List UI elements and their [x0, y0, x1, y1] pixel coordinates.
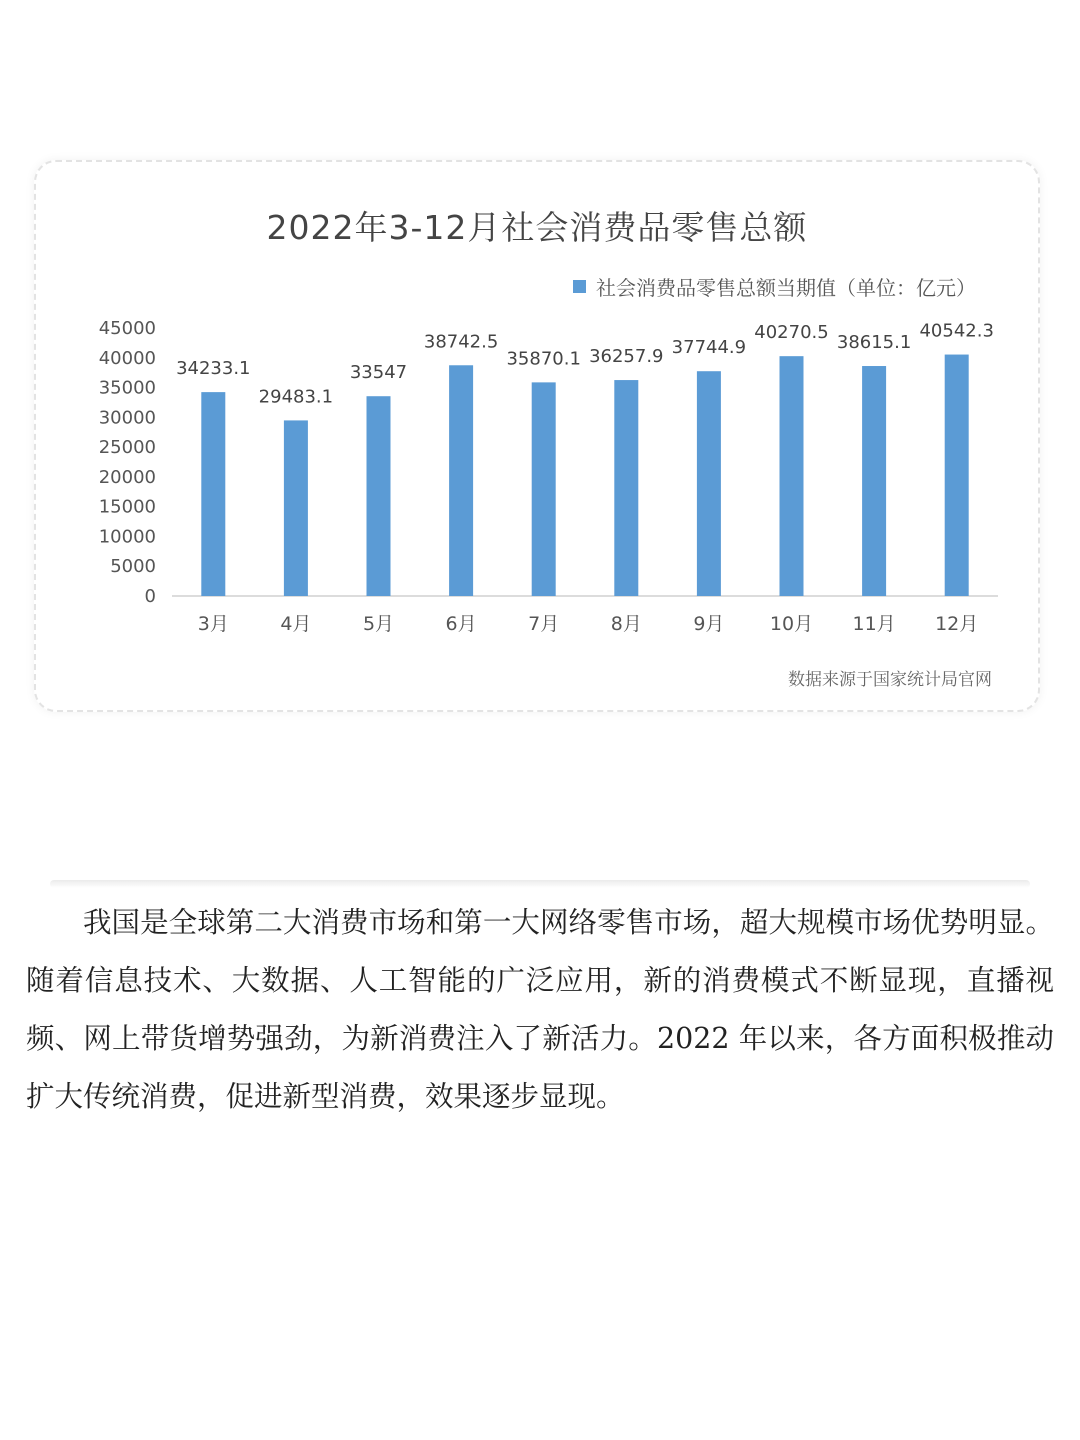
bar	[780, 356, 804, 596]
data-label: 37744.9	[671, 337, 747, 359]
y-tick-label: 45000	[98, 318, 156, 339]
x-tick-label: 5月	[362, 613, 395, 635]
bar	[614, 380, 638, 596]
data-label: 40270.5	[754, 322, 829, 344]
x-tick-label: 4月	[280, 613, 312, 635]
data-label: 35870.1	[506, 348, 581, 370]
x-tick-label: 8月	[610, 613, 642, 635]
data-label: 29483.1	[258, 386, 334, 408]
data-label: 33547	[349, 362, 408, 384]
bar	[945, 355, 969, 596]
data-label: 40542.3	[919, 320, 994, 342]
legend-label: 社会消费品零售总额当期值（单位：亿元）	[596, 276, 976, 300]
bar	[862, 366, 886, 596]
y-tick-label: 15000	[98, 496, 156, 518]
bar-chart-plot	[36, 162, 1042, 714]
bar	[367, 396, 391, 596]
chart-card	[34, 160, 1040, 712]
section-divider	[50, 880, 1030, 888]
data-label: 38615.1	[836, 332, 912, 354]
data-label: 36257.9	[589, 346, 664, 368]
article-paragraph: 我国是全球第二大消费市场和第一大网络零售市场，超大规模市场优势明显。随着信息技术、大数据、人工智能的广泛应用，新的消费模式不断显现，直播视频、网上带货增势强劲，为新消费注入了新活力。2022 年以来，各方面积极推动扩大传统消费，促进新型消费，效果逐步显现。	[26, 906, 1054, 1113]
bar	[284, 420, 308, 596]
y-tick-label: 30000	[98, 407, 156, 429]
y-tick-label: 35000	[98, 377, 156, 399]
chart-title: 2022年3-12月社会消费品零售总额	[266, 208, 808, 247]
bar	[449, 365, 473, 596]
data-label: 34233.1	[176, 358, 251, 380]
y-tick-label: 0	[144, 586, 156, 607]
x-tick-label: 12月	[935, 613, 979, 635]
x-tick-label: 6月	[445, 613, 477, 635]
x-tick-label: 3月	[197, 613, 229, 635]
y-tick-label: 25000	[98, 437, 156, 459]
y-tick-label: 40000	[98, 347, 156, 369]
x-tick-label: 9月	[693, 613, 725, 635]
x-tick-label: 7月	[528, 613, 560, 635]
x-tick-label: 10月	[769, 613, 814, 635]
bar	[697, 371, 721, 596]
y-tick-label: 20000	[98, 466, 156, 488]
bar	[532, 382, 556, 596]
x-tick-label: 11月	[852, 613, 896, 635]
bar	[201, 392, 225, 596]
y-tick-label: 5000	[110, 556, 156, 578]
source-note: 数据来源于国家统计局官网	[788, 670, 992, 690]
data-label: 38742.5	[423, 331, 499, 353]
y-tick-label: 10000	[98, 526, 156, 548]
